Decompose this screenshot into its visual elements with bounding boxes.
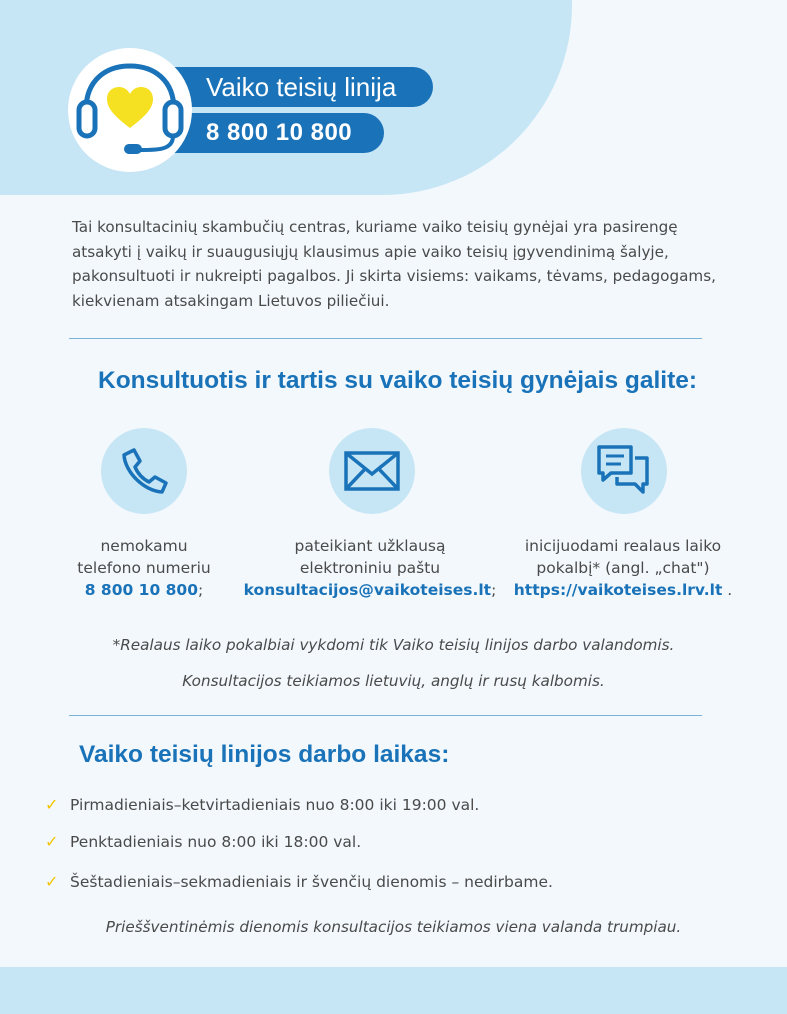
- channel-line: nemokamu: [100, 537, 188, 555]
- channel-chat: [500, 535, 746, 601]
- check-icon: ✓: [45, 795, 59, 814]
- hours-item: [45, 872, 553, 891]
- chat-channel-circle: [581, 428, 667, 514]
- phone-number-link[interactable]: 8 800 10 800: [84, 581, 199, 599]
- channel-line: telefono numeriu: [77, 559, 211, 577]
- languages-note: Konsultacijos teikiamos lietuvių, anglų ir rusų kalbomis.: [182, 672, 605, 690]
- divider: [69, 715, 702, 716]
- email-link[interactable]: konsultacijos@vaikoteises.lt: [243, 581, 492, 599]
- channel-line: pokalbį* (angl. „chat"): [536, 559, 710, 577]
- phone-channel-circle: [101, 428, 187, 514]
- brand-phone: 8 800 10 800: [206, 119, 353, 146]
- hours-text: Pirmadieniais–ketvirtadieniais nuo 8:00 iki 19:00 val.: [70, 795, 480, 814]
- chat-link[interactable]: https://vaikoteises.lrv.lt: [513, 581, 723, 599]
- channel-suffix: .: [722, 581, 733, 599]
- channel-phone: [44, 535, 244, 601]
- channel-line: inicijuodami realaus laiko: [524, 537, 722, 555]
- brand-title: Vaiko teisių linija: [206, 71, 397, 102]
- chat-hours-note: *Realaus laiko pokalbiai vykdomi tik Vaiko teisių linijos darbo valandomis.: [112, 636, 675, 654]
- hours-item: [45, 832, 361, 851]
- channel-contact: [240, 579, 500, 601]
- intro-text: Tai konsultacinių skambučių centras, kuriame vaiko teisių gynėjai yra pasirengę atsakyti į vaikų ir suaugusiųjų klausimus apie vaiko teisių įgyvendinimą šalyje, pakonsultuoti ir nukreipti pagalbos. Ji skirta visiems: vaikams, tėvams, pedagogams, kiekvienam atsakingam Lietuvos piliečiui.: [72, 218, 716, 310]
- channel-email: [240, 535, 500, 601]
- hours-heading: Vaiko teisių linijos darbo laikas:: [79, 741, 450, 768]
- holiday-note: Prieššventinėmis dienomis konsultacijos teikiamos viena valanda trumpiau.: [105, 918, 682, 936]
- footer-band: [0, 967, 787, 1014]
- logo: [68, 48, 192, 172]
- phone-icon: [101, 428, 187, 514]
- hours-item: [45, 795, 479, 814]
- channel-suffix: ;: [198, 581, 204, 599]
- hours-text: Penktadieniais nuo 8:00 iki 18:00 val.: [70, 832, 362, 851]
- channel-contact: [44, 579, 244, 601]
- email-channel-circle: [329, 428, 415, 514]
- hours-text: Šeštadieniais–sekmadieniais ir švenčių dienomis – nedirbame.: [70, 872, 553, 891]
- channel-suffix: ;: [491, 581, 497, 599]
- consult-heading: Konsultuotis ir tartis su vaiko teisių gynėjais galite:: [98, 367, 698, 394]
- envelope-icon: [329, 428, 415, 514]
- headset-heart-icon: [76, 62, 184, 158]
- title-pill: [150, 67, 433, 107]
- channel-contact: [500, 579, 746, 601]
- chat-icon: [581, 428, 667, 514]
- check-icon: ✓: [45, 872, 59, 891]
- divider: [69, 338, 702, 339]
- channel-line: elektroniniu paštu: [299, 559, 441, 577]
- channel-line: pateikiant užklausą: [294, 537, 446, 555]
- check-icon: ✓: [45, 832, 59, 851]
